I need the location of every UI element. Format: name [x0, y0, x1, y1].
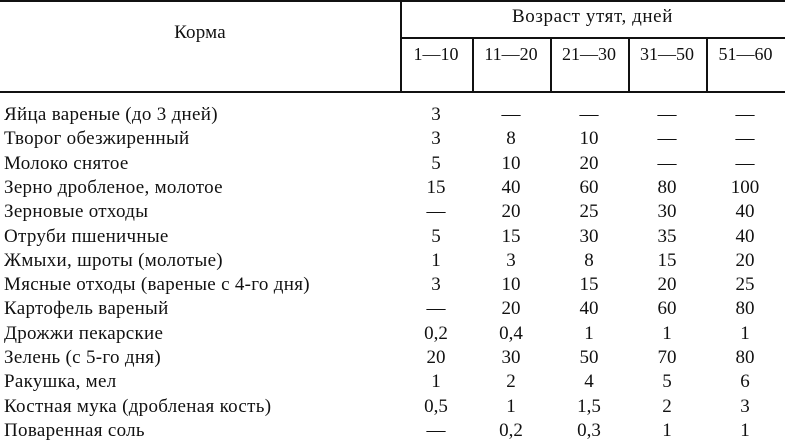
value-cell: 30 [657, 201, 677, 223]
header-bottom-rule [0, 91, 785, 93]
value-cell: 1 [740, 322, 750, 344]
value-cell: 80 [657, 176, 677, 198]
value-cell: 40 [735, 201, 755, 223]
value-cell: 60 [579, 176, 599, 198]
value-cell: 5 [662, 371, 672, 393]
table-row [0, 152, 785, 176]
feed-name: Зерновые отходы [4, 201, 149, 223]
value-cell: 40 [501, 176, 521, 198]
table-row [0, 419, 785, 443]
value-cell: 15 [579, 274, 599, 296]
value-cell: 0,4 [499, 322, 523, 344]
value-cell: — [735, 128, 755, 150]
value-cell: 3 [740, 395, 750, 417]
value-cell: 6 [740, 371, 750, 393]
table-row [0, 370, 785, 394]
value-cell: 40 [579, 298, 599, 320]
value-cell: 1,5 [577, 395, 601, 417]
value-cell: — [426, 419, 446, 441]
value-cell: 0,3 [577, 419, 601, 441]
value-cell: 0,2 [499, 419, 523, 441]
value-cell: 80 [735, 298, 755, 320]
value-cell: 3 [431, 104, 441, 125]
value-cell: 70 [657, 347, 677, 368]
table-row [0, 249, 785, 273]
value-cell: 30 [501, 347, 521, 368]
col-header-3: 21—30 [562, 44, 616, 64]
value-cell: — [735, 152, 755, 174]
feed-name: Творог обезжиренный [4, 128, 190, 150]
value-cell: 30 [579, 225, 599, 247]
value-cell: 20 [579, 152, 599, 174]
value-cell: — [657, 152, 677, 174]
feed-name: Молоко снятое [4, 152, 129, 174]
table-row [0, 273, 785, 297]
value-cell: 20 [657, 274, 677, 296]
value-cell: 20 [735, 249, 755, 271]
value-cell: 4 [584, 371, 594, 393]
feed-name: Зелень (с 5-го дня) [4, 347, 161, 368]
value-cell: — [735, 104, 755, 125]
value-cell: 1 [662, 419, 672, 441]
feed-name: Жмыхи, шроты (молотые) [4, 249, 223, 271]
value-cell: 3 [431, 274, 441, 296]
value-cell: 15 [657, 249, 677, 271]
value-cell: 2 [506, 371, 516, 393]
value-cell: 1 [584, 322, 594, 344]
value-cell: 20 [501, 201, 521, 223]
value-cell: — [657, 128, 677, 150]
col-header-2: 11—20 [484, 44, 538, 64]
value-cell: 40 [735, 225, 755, 247]
table-row [0, 322, 785, 346]
feed-name: Ракушка, мел [4, 371, 117, 393]
value-cell: 25 [579, 201, 599, 223]
value-cell: 5 [431, 152, 441, 174]
value-cell: 10 [501, 152, 521, 174]
value-cell: 2 [662, 395, 672, 417]
value-cell: 10 [579, 128, 599, 150]
value-cell: 3 [431, 128, 441, 150]
value-cell: 60 [657, 298, 677, 320]
value-cell: 35 [657, 225, 677, 247]
feed-name: Картофель вареный [4, 298, 169, 320]
value-cell: — [426, 298, 446, 320]
table-row [0, 176, 785, 200]
value-cell: 0,2 [424, 322, 448, 344]
col-header-1: 1—10 [413, 44, 459, 64]
value-cell: 50 [579, 347, 599, 368]
table-row [0, 103, 785, 127]
value-cell: 8 [506, 128, 516, 150]
top-rule [0, 0, 785, 2]
age-header: Возраст утят, дней [511, 6, 673, 27]
value-cell: 15 [426, 176, 446, 198]
value-cell: 20 [426, 347, 446, 368]
value-cell: 15 [501, 225, 521, 247]
feed-header: Корма [174, 22, 226, 43]
feed-name: Костная мука (дробленая кость) [4, 395, 272, 417]
value-cell: — [501, 104, 521, 125]
table-row [0, 297, 785, 321]
value-cell: — [657, 104, 677, 125]
value-cell: 100 [730, 176, 760, 198]
value-cell: 8 [584, 249, 594, 271]
value-cell: 0,5 [424, 395, 448, 417]
feed-name: Мясные отходы (вареные с 4-го дня) [4, 274, 310, 296]
value-cell: 3 [506, 249, 516, 271]
value-cell: 1 [662, 322, 672, 344]
value-cell: 1 [506, 395, 516, 417]
value-cell: 25 [735, 274, 755, 296]
value-cell: 1 [431, 371, 441, 393]
feed-name: Отруби пшеничные [4, 225, 169, 247]
value-cell: — [426, 201, 446, 223]
col-header-4: 31—50 [640, 44, 694, 64]
value-cell: 5 [431, 225, 441, 247]
table-row [0, 346, 785, 370]
table-row [0, 200, 785, 224]
value-cell: 1 [431, 249, 441, 271]
table-row [0, 225, 785, 249]
value-cell: 10 [501, 274, 521, 296]
table-row [0, 395, 785, 419]
feed-name: Дрожжи пекарские [4, 322, 164, 344]
age-header-rule [400, 37, 785, 39]
value-cell: — [579, 104, 599, 125]
table-row [0, 127, 785, 151]
feed-name: Поваренная соль [4, 419, 145, 441]
value-cell: 80 [735, 347, 755, 368]
col-header-5: 51—60 [718, 44, 773, 64]
feed-name: Зерно дробленое, молотое [4, 176, 223, 198]
feed-name: Яйца вареные (до 3 дней) [4, 104, 218, 125]
value-cell: 1 [740, 419, 750, 441]
value-cell: 20 [501, 298, 521, 320]
